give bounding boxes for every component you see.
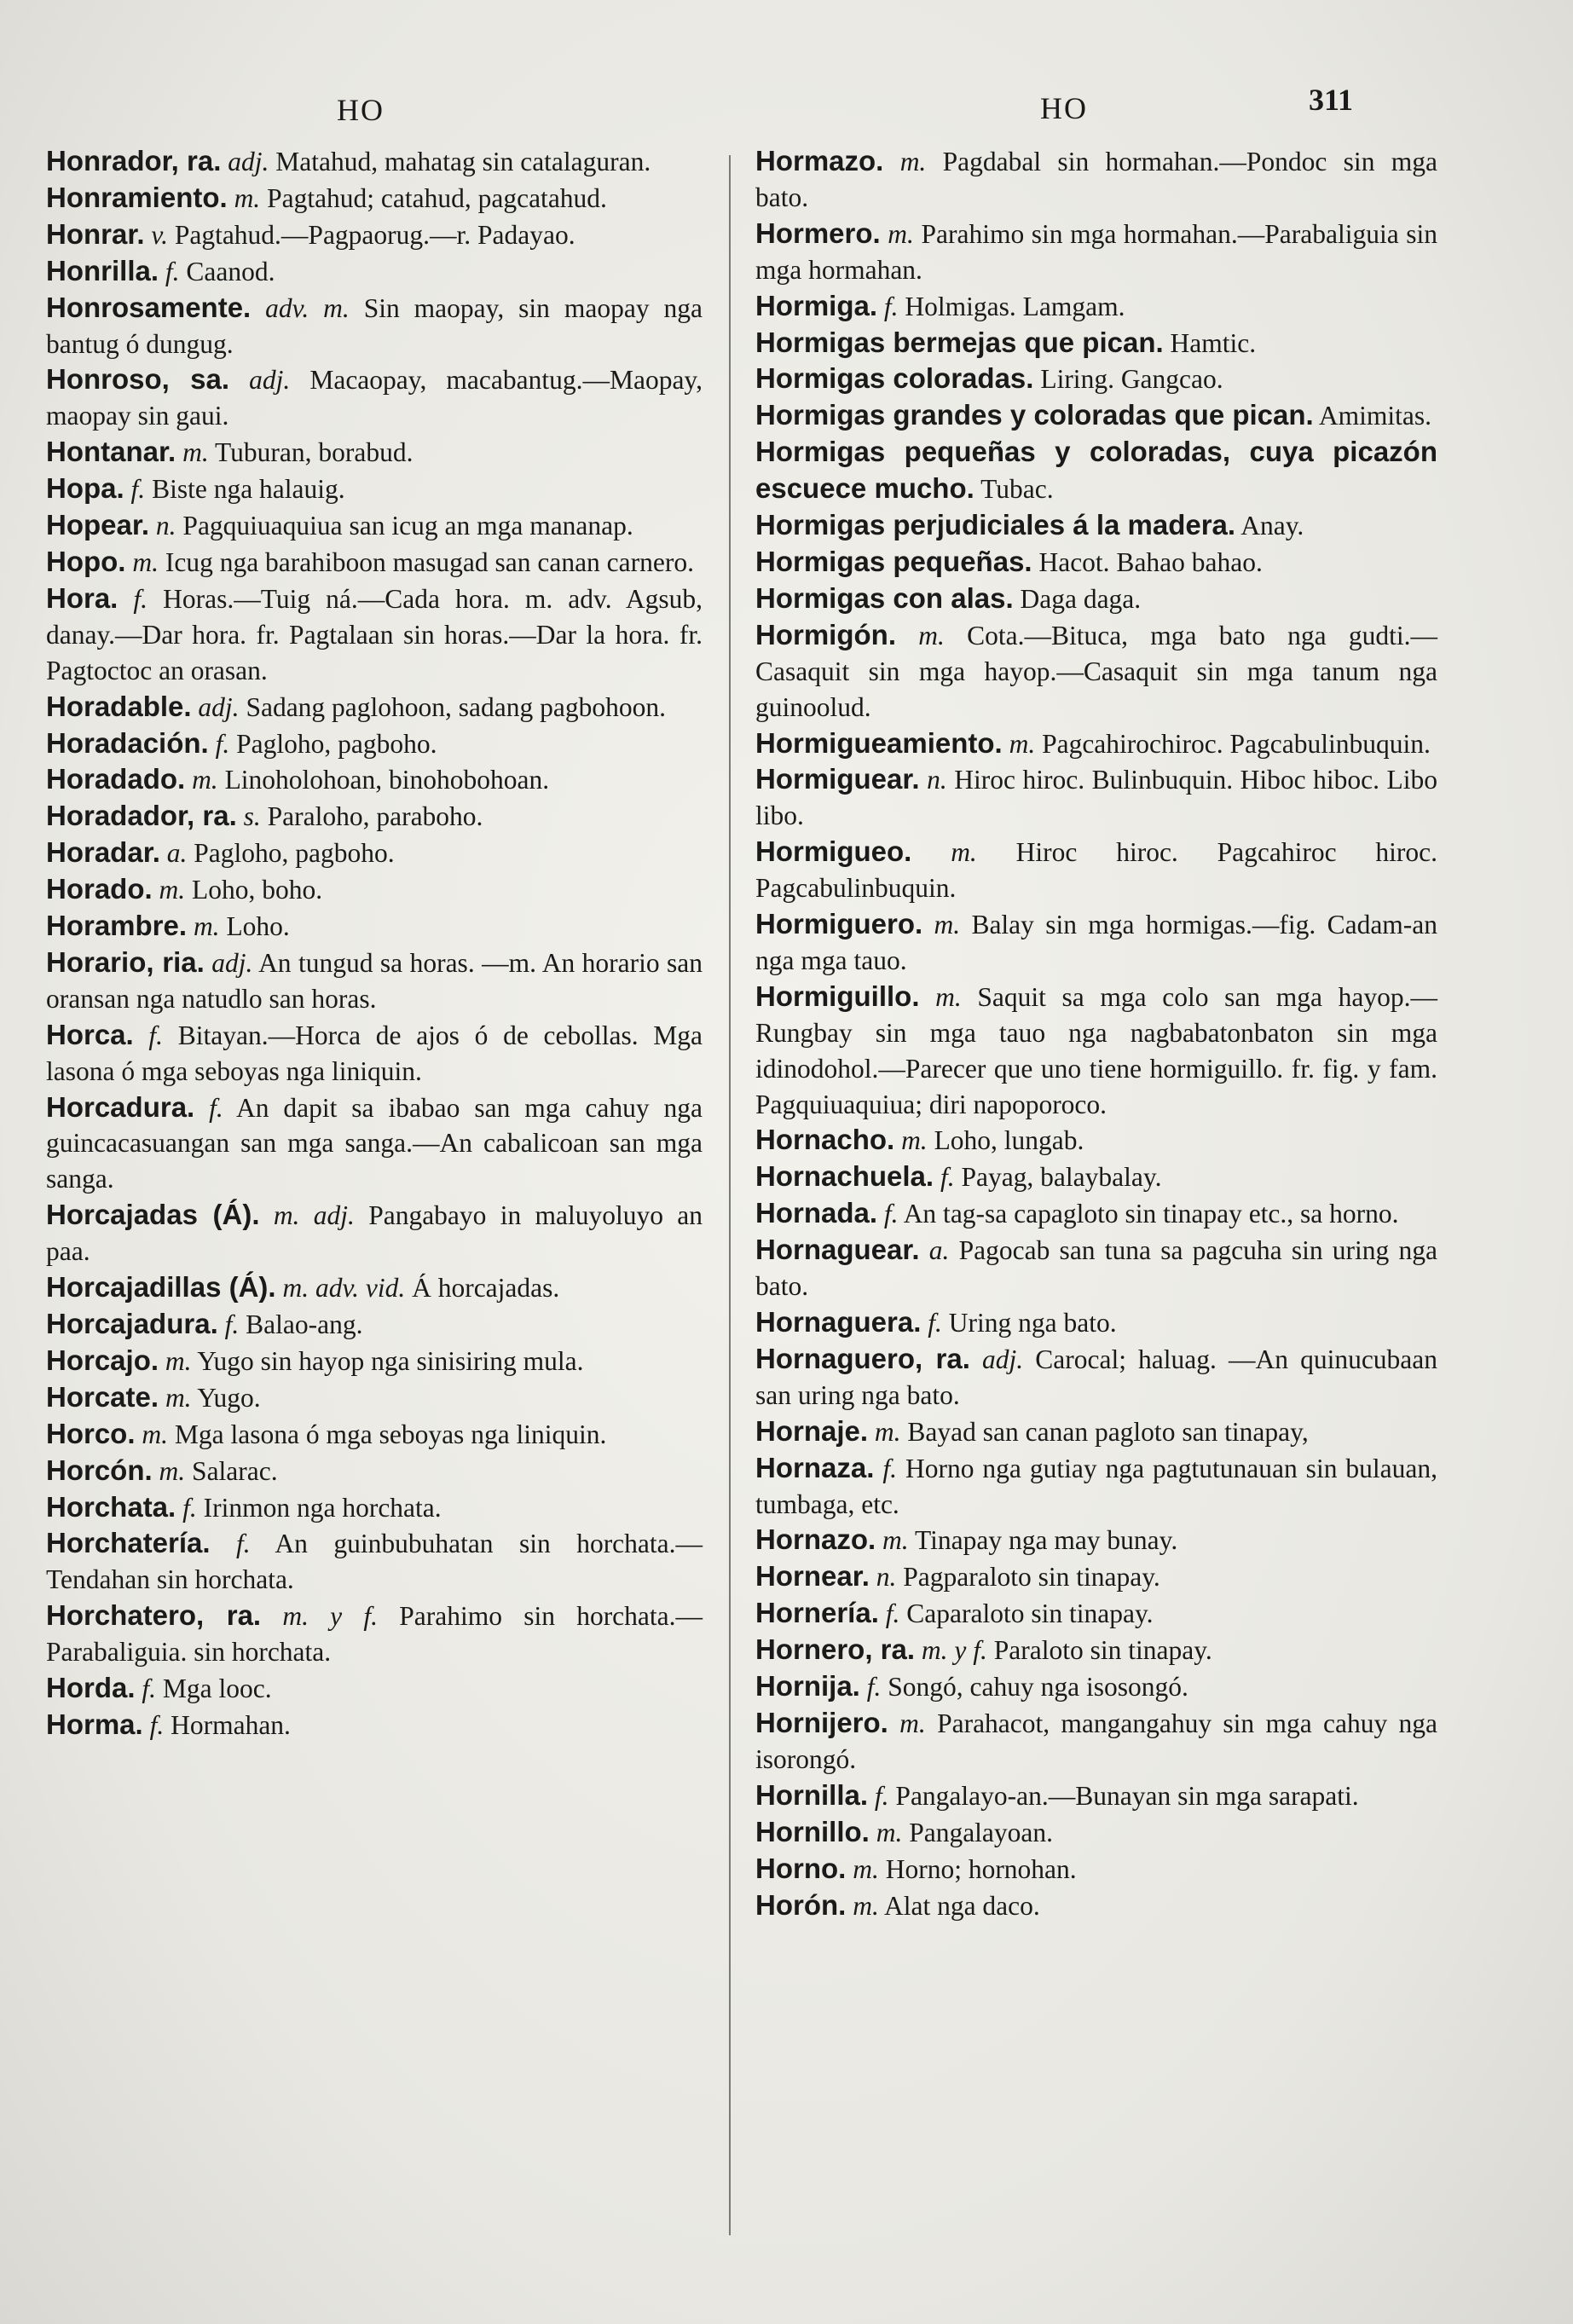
dictionary-entry	[755, 906, 1437, 979]
entry-headword: Hormigas bermejas que pican.	[755, 326, 1164, 358]
entry-headword: Hornaguear.	[755, 1234, 920, 1266]
entry-definition: An guinbubuhatan sin horchata.—Tendahan sin horchata.	[46, 1529, 703, 1595]
dictionary-entry	[755, 1159, 1437, 1195]
entry-grammar: n.	[155, 511, 176, 541]
entry-headword: Horado.	[46, 873, 153, 905]
entry-headword: Horón.	[755, 1888, 847, 1921]
dictionary-entry	[755, 1558, 1437, 1595]
entry-definition: Holmigas. Lamgam.	[905, 291, 1125, 321]
entry-headword: Hopear.	[46, 509, 150, 541]
dictionary-entry	[755, 544, 1437, 581]
entry-headword: Hormigas pequeñas y coloradas, cuya picazón escuece mucho.	[755, 436, 1437, 505]
entry-grammar: m. y f.	[282, 1601, 379, 1632]
entry-grammar: f.	[874, 1780, 889, 1811]
dictionary-entry	[46, 1525, 703, 1598]
entry-headword: Horadado.	[46, 763, 186, 795]
running-head-left: HO	[337, 93, 385, 127]
dictionary-entry	[755, 979, 1437, 1123]
entry-definition: Saquit sa mga colo san mga hayop.—Rungbay sin mga tauo nga nagbabatonbaton sin mga idinodohol.—Parecer que uno tiene hormiguillo. fr. fig. y fam. Pagquiuaquiua; diri napoporoco.	[755, 981, 1438, 1119]
entry-definition: Paraloho, paraboho.	[267, 801, 483, 832]
dictionary-entry	[46, 798, 703, 835]
entry-headword: Honrilla.	[46, 254, 159, 286]
right-column	[755, 143, 1437, 2240]
entry-grammar: f.	[236, 1529, 251, 1559]
dictionary-entry	[755, 1450, 1437, 1523]
dictionary-entry	[755, 143, 1437, 216]
entry-definition: Pagparaloto sin tinapay.	[903, 1562, 1160, 1593]
dictionary-entry	[755, 216, 1437, 288]
entry-definition: Hiroc hiroc. Pagcahiroc hiroc. Pagcabulinbuquin.	[755, 837, 1438, 904]
entry-headword: Horchatería.	[46, 1527, 211, 1559]
entry-definition: Pagocab san tuna sa pagcuha sin uring nga bato.	[755, 1235, 1437, 1302]
entry-definition: Irinmon nga horchata.	[203, 1492, 442, 1523]
entry-definition: Mga looc.	[162, 1674, 272, 1704]
column-divider	[729, 155, 731, 2235]
dictionary-entry	[755, 581, 1437, 617]
dictionary-entry	[755, 1632, 1437, 1668]
dictionary-entry	[755, 288, 1437, 325]
entry-grammar: f.	[928, 1308, 942, 1338]
entry-headword: Horda.	[46, 1672, 136, 1704]
dictionary-entry	[46, 1453, 703, 1489]
dictionary-entry	[46, 871, 703, 908]
entry-grammar: f.	[148, 1020, 164, 1050]
entry-grammar: m.	[1009, 728, 1036, 759]
entry-headword: Hormigueo.	[755, 835, 912, 868]
dictionary-entry	[46, 581, 703, 689]
dictionary-entry	[46, 290, 703, 362]
dictionary-entry	[46, 1197, 703, 1269]
dictionary-entry	[755, 1814, 1437, 1851]
dictionary-entry	[755, 1341, 1437, 1413]
entry-grammar: adj.	[249, 365, 291, 396]
entry-definition: Tinapay nga may bunay.	[914, 1525, 1178, 1556]
entry-headword: Hormigas con alas.	[755, 581, 1014, 614]
entry-definition: Anay.	[1240, 511, 1304, 541]
dictionary-entry	[755, 507, 1437, 544]
dictionary-entry	[46, 1489, 703, 1526]
entry-definition: Pagloho, pagboho.	[236, 728, 437, 759]
entry-headword: Hornacho.	[755, 1124, 895, 1156]
entry-definition: Hiroc hiroc. Bulinbuquin. Hiboc hiboc. Libo libo.	[755, 765, 1438, 831]
entry-headword: Horcajadas (Á).	[46, 1199, 260, 1231]
entry-grammar: m. adv. vid.	[282, 1273, 406, 1304]
entry-grammar: m.	[899, 147, 927, 176]
entry-headword: Hornillo.	[755, 1815, 870, 1847]
entry-definition: Bitayan.—Horca de ajos ó de cebollas. Mga lasona ó mga seboyas nga liniquin.	[46, 1020, 703, 1086]
entry-definition: Alat nga daco.	[883, 1890, 1040, 1921]
entry-definition: Parahimo sin mga hormahan.—Parabaliguia sin mga hormahan.	[755, 218, 1438, 285]
entry-headword: Hontanar.	[46, 436, 176, 468]
entry-grammar: m.	[159, 875, 186, 905]
entry-headword: Horadador, ra.	[46, 800, 237, 832]
dictionary-entry	[46, 1269, 703, 1306]
dictionary-entry	[755, 1668, 1437, 1705]
entry-headword: Hornaje.	[755, 1414, 869, 1447]
dictionary-entry	[755, 1522, 1437, 1558]
dictionary-entry	[46, 1598, 703, 1670]
entry-grammar: a.	[928, 1235, 950, 1266]
dictionary-entry	[755, 1705, 1437, 1778]
entry-definition: Pagtahud.—Pagpaorug.—r. Padayao.	[174, 219, 575, 250]
dictionary-entry	[755, 1778, 1437, 1814]
entry-definition: Yugo.	[197, 1382, 261, 1413]
dictionary-entry	[46, 471, 703, 507]
entry-grammar: m.	[193, 911, 220, 942]
entry-grammar: m.	[901, 1125, 928, 1156]
entry-grammar: m.	[918, 620, 945, 650]
entry-grammar: adj.	[211, 947, 253, 978]
entry-headword: Hornijero.	[755, 1706, 888, 1738]
entry-grammar: adv. m.	[265, 292, 350, 323]
dictionary-entry	[46, 761, 703, 798]
dictionary-entry	[755, 397, 1437, 434]
entry-headword: Hormigas pequeñas.	[755, 545, 1032, 577]
entry-grammar: f.	[182, 1492, 197, 1523]
entry-definition: Pagdabal sin hormahan.—Pondoc sin mga bato.	[755, 147, 1437, 212]
entry-definition: Balay sin mga hormigas.—fig. Cadam-an nga mga tauo.	[755, 910, 1438, 975]
dictionary-entry	[46, 180, 703, 217]
entry-definition: Pangalayoan.	[909, 1817, 1054, 1847]
entry-definition: Icug nga barahiboon masugad san canan carnero.	[165, 546, 694, 577]
entry-grammar: f.	[866, 1672, 882, 1703]
dictionary-entry	[46, 544, 703, 581]
entry-definition: Songó, cahuy nga isosongó.	[888, 1672, 1188, 1703]
entry-definition: Linoholohoan, binohobohoan.	[224, 765, 550, 795]
dictionary-entry	[46, 1416, 703, 1453]
entry-headword: Horcadura.	[46, 1090, 195, 1123]
entry-grammar: m.	[874, 1416, 901, 1447]
entry-headword: Horca.	[46, 1018, 134, 1050]
entry-headword: Hornaguera.	[755, 1306, 922, 1338]
entry-grammar: f.	[215, 728, 230, 759]
entry-grammar: m.	[935, 981, 962, 1012]
entry-definition: An tungud sa horas. —m. An horario san oransan nga natudlo san horas.	[46, 947, 703, 1014]
dictionary-entry	[755, 726, 1437, 762]
dictionary-entry	[755, 361, 1437, 397]
entry-headword: Hormiguero.	[755, 908, 923, 940]
entry-definition: An dapit sa ibabao san mga cahuy nga guincacasuangan san mga sanga.—An cabalicoan san mga sanga.	[46, 1092, 703, 1194]
entry-grammar: s.	[243, 801, 261, 832]
entry-grammar: adj.	[198, 691, 240, 722]
dictionary-entry	[46, 434, 703, 471]
entry-definition: Bayad san canan pagloto san tinapay,	[907, 1416, 1309, 1447]
entry-definition: Balao-ang.	[246, 1309, 363, 1339]
entry-headword: Horchata.	[46, 1490, 176, 1523]
entry-headword: Honroso, sa.	[46, 363, 230, 396]
entry-headword: Horco.	[46, 1417, 136, 1449]
entry-grammar: f.	[883, 1199, 899, 1229]
entry-headword: Horcajadillas (Á).	[46, 1271, 276, 1304]
entry-definition: An tag-sa capagloto sin tinapay etc., sa horno.	[903, 1199, 1399, 1229]
entry-headword: Hormigón.	[755, 618, 896, 650]
entry-definition: Hormahan.	[171, 1709, 291, 1740]
dictionary-entry	[46, 1306, 703, 1343]
entry-headword: Hormiga.	[755, 289, 878, 321]
entry-definition: Caparaloto sin tinapay.	[906, 1598, 1154, 1629]
entry-definition: Horno; hornohan.	[885, 1853, 1077, 1884]
entry-headword: Horambre.	[46, 910, 188, 942]
entry-grammar: m.	[192, 765, 218, 795]
entry-grammar: m.	[142, 1419, 169, 1449]
entry-headword: Hornaguero, ra.	[755, 1342, 970, 1374]
entry-grammar: m.	[234, 182, 261, 213]
entry-headword: Hornazo.	[755, 1523, 876, 1556]
dictionary-entry	[755, 325, 1437, 361]
entry-definition: Pagloho, pagboho.	[194, 838, 395, 869]
entry-grammar: f.	[149, 1709, 165, 1740]
entry-headword: Hormigas coloradas.	[755, 362, 1034, 395]
dictionary-entry	[46, 1090, 703, 1198]
dictionary-entry	[755, 1888, 1437, 1924]
running-head-right: HO	[1040, 91, 1088, 125]
entry-definition: Matahud, mahatag sin catalaguran.	[275, 147, 651, 176]
entry-definition: Loho.	[226, 911, 290, 942]
dictionary-entry	[46, 689, 703, 726]
entry-grammar: m. y f.	[921, 1635, 987, 1666]
entry-definition: Yugo sin hayop nga sinisiring mula.	[197, 1345, 584, 1376]
entry-definition: Liring. Gangcao.	[1040, 364, 1223, 395]
dictionary-entry	[755, 1851, 1437, 1888]
dictionary-entry	[755, 1195, 1437, 1232]
entry-grammar: adj.	[228, 147, 269, 176]
entry-headword: Horadar.	[46, 836, 160, 869]
dictionary-entry	[46, 1343, 703, 1379]
entry-headword: Hormigueamiento.	[755, 726, 1003, 759]
dictionary-entry	[755, 1232, 1437, 1304]
entry-grammar: f.	[883, 291, 899, 321]
entry-headword: Honrosamente.	[46, 291, 252, 323]
entry-definition: Biste nga halauig.	[152, 474, 345, 505]
entry-definition: Parahacot, mangangahuy sin mga cahuy nga isorongó.	[755, 1708, 1437, 1774]
dictionary-entry	[755, 434, 1437, 507]
entry-grammar: m.	[165, 1345, 192, 1376]
entry-grammar: m.	[876, 1817, 903, 1847]
entry-headword: Horcajadura.	[46, 1308, 218, 1339]
entry-headword: Horcón.	[46, 1454, 153, 1486]
entry-headword: Hopa.	[46, 472, 124, 505]
entry-headword: Hormazo.	[755, 145, 884, 176]
entry-grammar: a.	[166, 838, 188, 869]
entry-definition: Pagquiuaquiua san icug an mga mananap.	[182, 511, 633, 541]
dictionary-entry	[46, 835, 703, 871]
entry-headword: Hornachuela.	[755, 1160, 934, 1193]
entry-headword: Hormigas grandes y coloradas que pican.	[755, 399, 1314, 431]
entry-headword: Hornaza.	[755, 1451, 875, 1483]
entry-headword: Horno.	[755, 1852, 847, 1884]
entry-definition: Carocal; haluag. —An quinucubaan san uring nga bato.	[755, 1344, 1438, 1410]
dictionary-entry	[755, 1595, 1437, 1632]
entry-headword: Hornero, ra.	[755, 1633, 916, 1666]
entry-definition: Sadang paglohoon, sadang pagbohoon.	[246, 691, 666, 722]
entry-definition: Cota.—Bituca, mga bato nga gudti.—Casaquit sin mga hayop.—Casaquit sin mga tanum nga guinoolud.	[755, 620, 1438, 722]
entry-grammar: n.	[927, 765, 947, 795]
entry-headword: Horadable.	[46, 690, 192, 722]
entry-headword: Horario, ria.	[46, 945, 205, 978]
entry-definition: Hacot. Bahao bahao.	[1038, 546, 1263, 577]
entry-headword: Hornear.	[755, 1560, 870, 1593]
dictionary-entry	[755, 1413, 1437, 1450]
entry-headword: Hopo.	[46, 545, 126, 577]
entry-definition: Hamtic.	[1170, 327, 1257, 358]
entry-definition: Pagtahud; catahud, pagcatahud.	[267, 182, 607, 213]
entry-grammar: m.	[951, 837, 977, 868]
entry-grammar: f.	[940, 1162, 955, 1193]
entry-definition: Salarac.	[192, 1455, 278, 1486]
dictionary-entry	[46, 1379, 703, 1416]
entry-headword: Hormigas perjudiciales á la madera.	[755, 509, 1236, 541]
entry-grammar: m.	[882, 1525, 909, 1556]
entry-headword: Hora.	[46, 581, 119, 614]
dictionary-entry	[46, 1707, 703, 1743]
entry-definition: Loho, boho.	[192, 875, 323, 905]
entry-headword: Horadación.	[46, 726, 209, 759]
dictionary-entry	[46, 217, 703, 253]
entry-headword: Honrar.	[46, 217, 145, 250]
dictionary-entry	[46, 143, 703, 180]
entry-definition: Paraloto sin tinapay.	[993, 1635, 1212, 1666]
entry-grammar: m. adj.	[273, 1200, 355, 1231]
entry-headword: Hornería.	[755, 1597, 879, 1629]
left-column	[46, 143, 703, 2240]
dictionary-entry	[46, 253, 703, 290]
entry-grammar: f.	[882, 1453, 897, 1483]
entry-definition: Amimitas.	[1318, 401, 1431, 431]
entry-definition: Mga lasona ó mga seboyas nga liniquin.	[174, 1419, 607, 1449]
entry-definition: Caanod.	[186, 256, 275, 286]
entry-grammar: f.	[224, 1309, 240, 1339]
entry-grammar: f.	[165, 256, 180, 286]
dictionary-entry	[46, 945, 703, 1017]
entry-grammar: f.	[130, 474, 146, 505]
entry-grammar: m.	[159, 1455, 186, 1486]
entry-definition: Macaopay, macabantug.—Maopay, maopay sin gaui.	[46, 365, 703, 431]
entry-definition: Horno nga gutiay nga pagtutunauan sin bulauan, tumbaga, etc.	[755, 1453, 1437, 1519]
entry-grammar: m.	[853, 1890, 879, 1921]
dictionary-entry	[755, 1122, 1437, 1159]
entry-definition: Tuburan, borabud.	[215, 437, 413, 468]
entry-headword: Hormero.	[755, 217, 881, 249]
entry-headword: Honrador, ra.	[46, 145, 222, 176]
entry-definition: Horas.—Tuig ná.—Cada hora. m. adv. Agsub, danay.—Dar hora. fr. Pagtalaan sin horas.—Dar la hora. fr. Pagtoctoc an orasan.	[46, 583, 703, 685]
dictionary-entry	[755, 617, 1437, 726]
entry-headword: Hornada.	[755, 1197, 878, 1229]
entry-grammar: n.	[876, 1562, 897, 1593]
entry-grammar: v.	[151, 219, 168, 250]
entry-grammar: m.	[182, 437, 209, 468]
entry-headword: Horma.	[46, 1708, 143, 1740]
entry-headword: Horcajo.	[46, 1344, 159, 1376]
entry-definition: Sin maopay, sin maopay nga bantug ó dungug.	[46, 292, 703, 359]
entry-grammar: adj.	[982, 1344, 1024, 1374]
entry-definition: Á horcajadas.	[412, 1273, 560, 1304]
page-number: 311	[1309, 83, 1354, 117]
entry-definition: Pangalayo-an.—Bunayan sin mga sarapati.	[895, 1780, 1359, 1811]
entry-headword: Honramiento.	[46, 181, 228, 213]
dictionary-entry	[46, 1670, 703, 1707]
entry-definition: Loho, lungab.	[934, 1125, 1084, 1156]
entry-grammar: m.	[888, 218, 914, 249]
dictionary-entry	[755, 1304, 1437, 1341]
entry-grammar: f.	[133, 583, 148, 614]
dictionary-entry	[755, 834, 1437, 906]
entry-definition: Payag, balaybalay.	[961, 1162, 1162, 1193]
entry-grammar: f.	[142, 1674, 157, 1704]
entry-grammar: f.	[209, 1092, 223, 1123]
entry-definition: Tubac.	[980, 474, 1054, 505]
entry-headword: Hornilla.	[755, 1778, 869, 1811]
entry-headword: Hormiguear.	[755, 763, 920, 795]
entry-definition: Daga daga.	[1020, 583, 1142, 614]
entry-headword: Hornija.	[755, 1670, 860, 1703]
entry-grammar: m.	[934, 910, 961, 940]
entry-definition: Uring nga bato.	[948, 1308, 1117, 1338]
dictionary-entry	[46, 1017, 703, 1090]
entry-grammar: m.	[899, 1708, 926, 1738]
entry-grammar: m.	[165, 1382, 192, 1413]
dictionary-entry	[46, 507, 703, 544]
entry-definition: Pangabayo in maluyoluyo an paa.	[46, 1200, 703, 1267]
dictionary-entry	[46, 726, 703, 762]
dictionary-entry	[755, 761, 1437, 834]
entry-headword: Horchatero, ra.	[46, 1599, 262, 1632]
entry-headword: Horcate.	[46, 1380, 159, 1413]
dictionary-entry	[46, 361, 703, 434]
dictionary-entry	[46, 908, 703, 945]
entry-grammar: m.	[132, 546, 159, 577]
entry-definition: Parahimo sin horchata.—Parabaliguia. sin horchata.	[46, 1601, 703, 1668]
entry-grammar: f.	[885, 1598, 900, 1629]
entry-headword: Hormiguillo.	[755, 980, 920, 1012]
entry-definition: Pagcahirochiroc. Pagcabulinbuquin.	[1042, 728, 1431, 759]
entry-grammar: m.	[853, 1853, 879, 1884]
